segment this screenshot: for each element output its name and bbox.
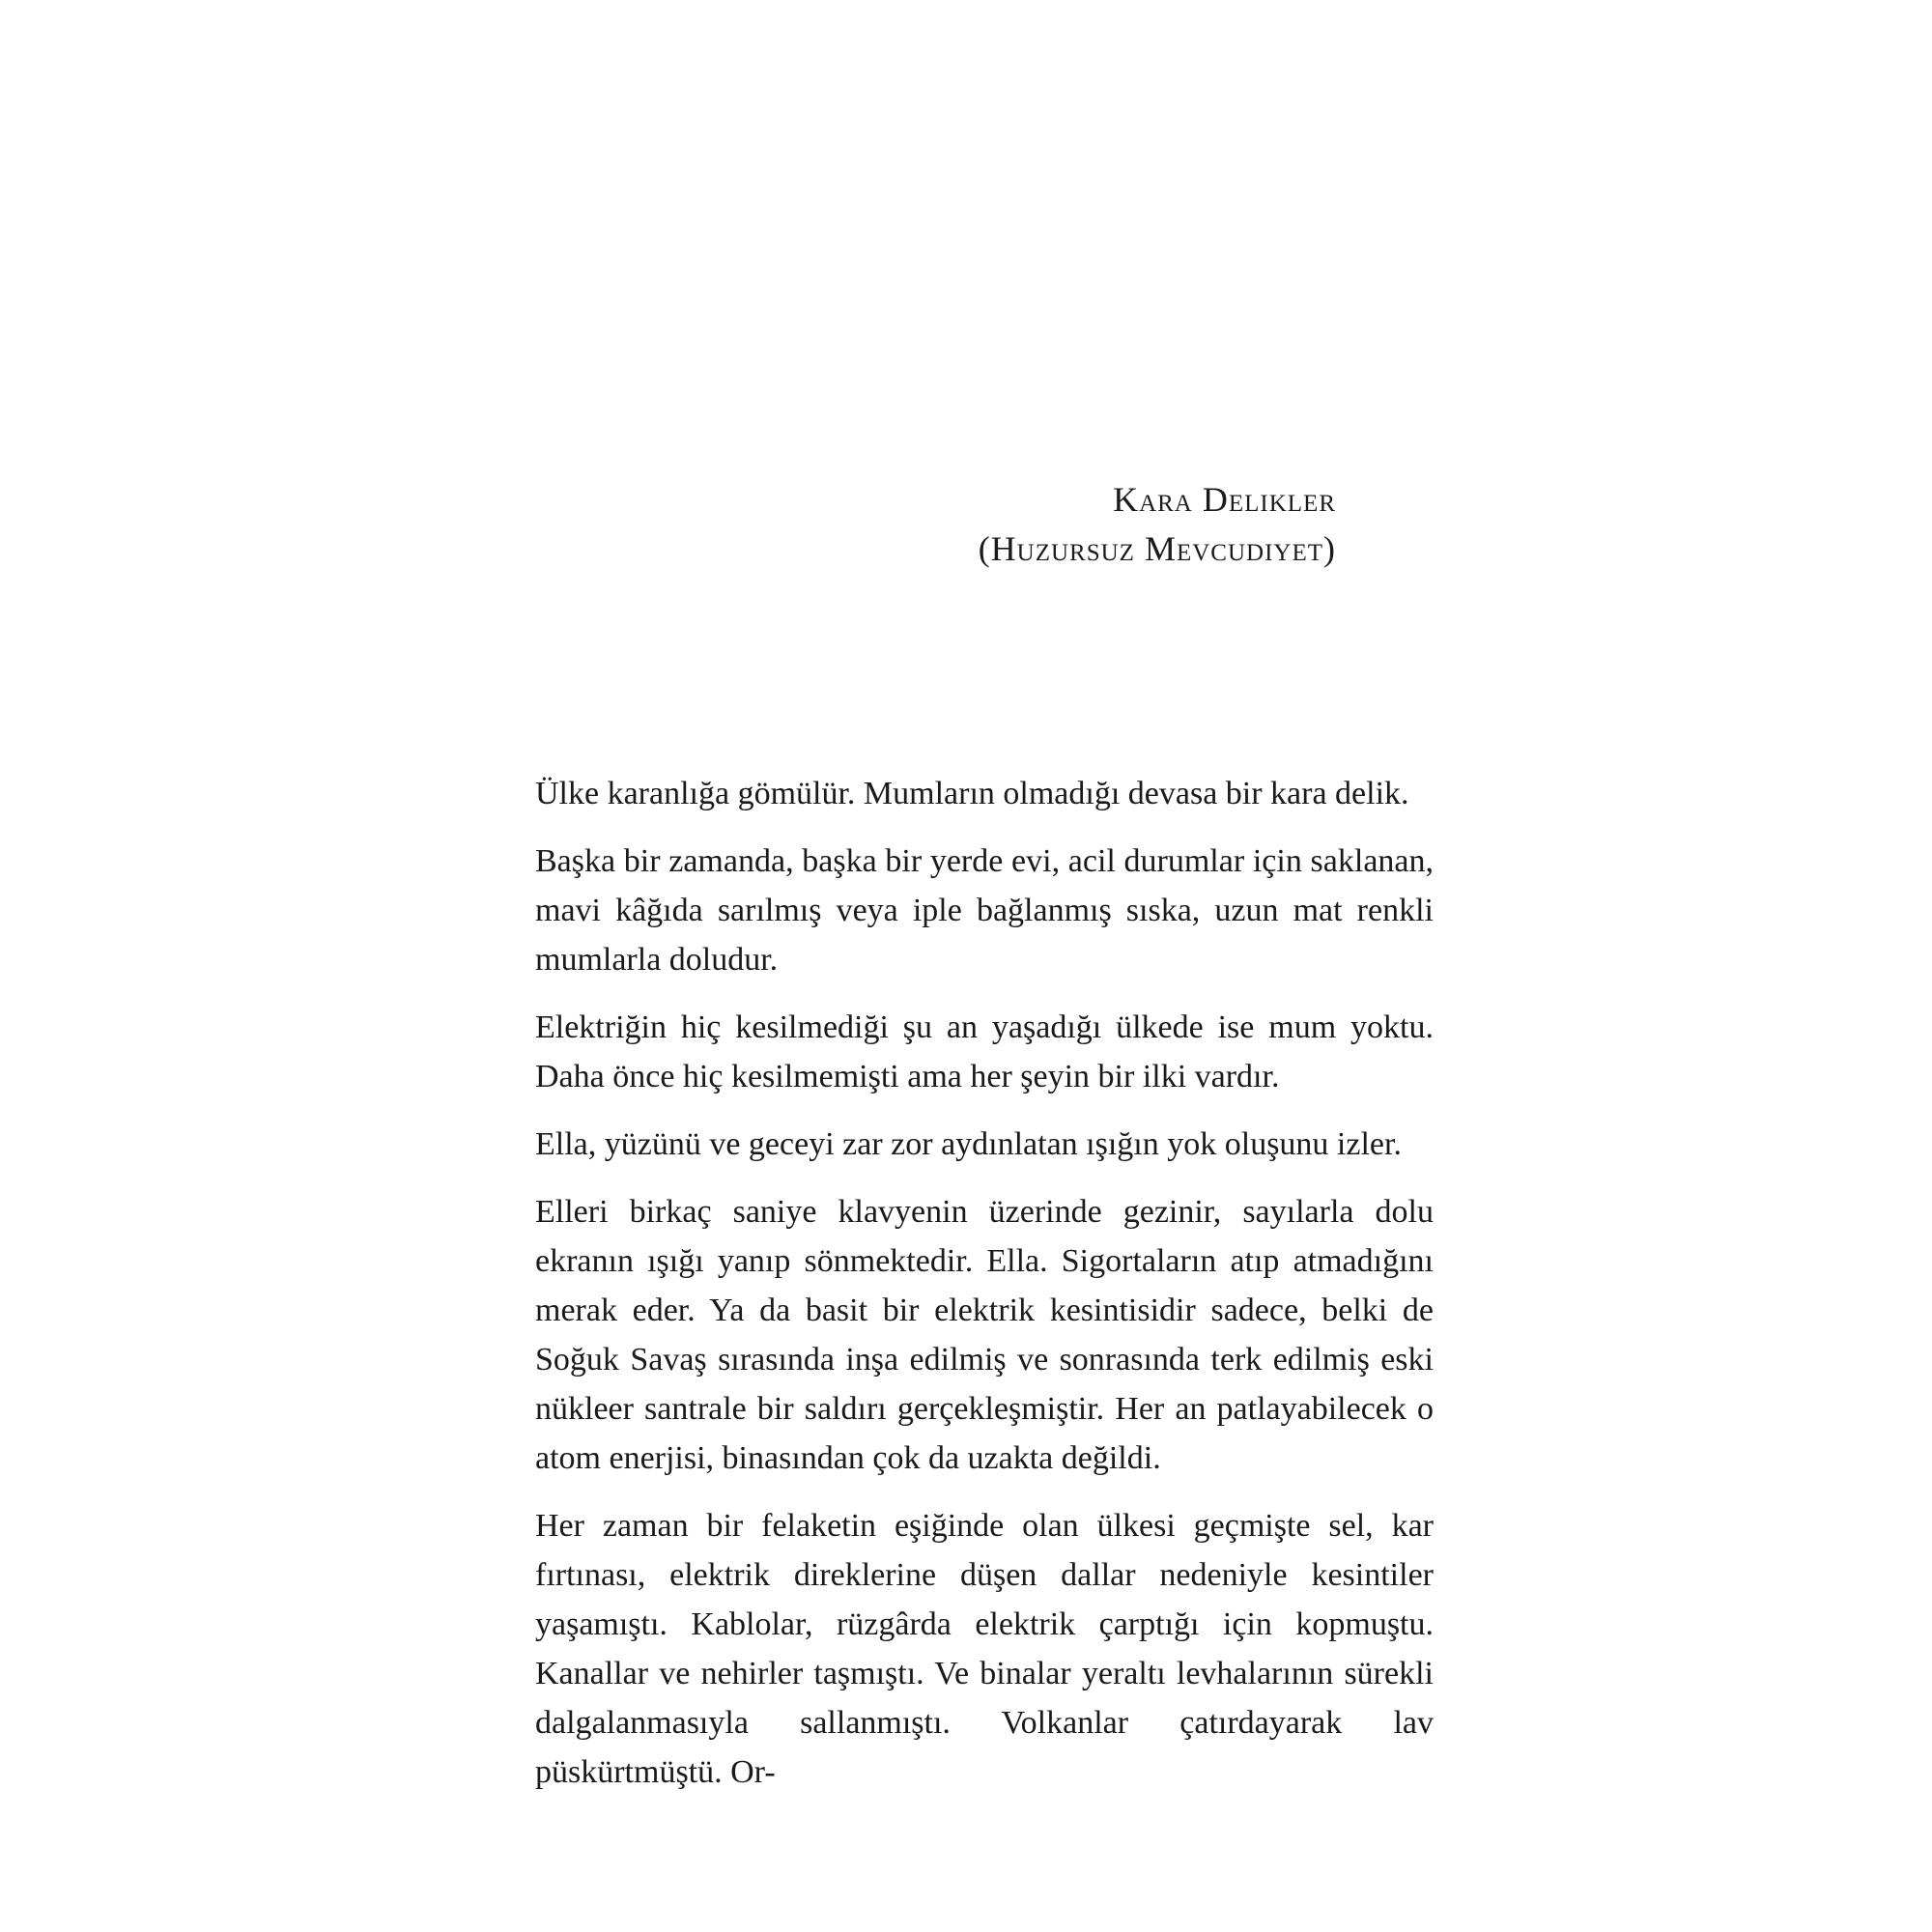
paragraph: Her zaman bir felaketin eşiğinde olan ülkesi geçmişte sel, kar fırtınası, elektrik direklerine düşen dallar nedeniyle kesintiler yaşamıştı. Kablolar, rüzgârda elektrik çarptığı için kopmuştu. Kanallar ve nehirler taşmıştı. Ve binalar yeraltı levhalarının sürekli dalgalanmasıyla sallanmıştı. Volkanlar çatırdayarak lav püskürtmüştü. Or- [535, 1508, 1434, 1790]
chapter-title: Kara Delikler [1113, 480, 1336, 519]
paragraph: Ülke karanlığa gömülür. Mumların olmadığı devasa bir kara delik. [535, 776, 1409, 811]
paragraph: Başka bir zamanda, başka bir yerde evi, acil durumlar için saklanan, mavi kâğıda sarılmış veya iple bağlanmış sıska, uzun mat renkli mumlarla doludur. [535, 843, 1434, 978]
paragraph: Elleri birkaç saniye klavyenin üzerinde gezinir, sayılarla dolu ekranın ışığı yanıp sönmektedir. Ella. Sigortaların atıp atmadığını merak eder. Ya da basit bir elektrik kesintisidir sadece, belki de Soğuk Savaş sırasında inşa edilmiş ve sonrasında terk edilmiş eski nükleer santrale bir saldırı gerçekleşmiştir. Her an patlayabilecek o atom enerjisi, binasından çok da uzakta değildi. [535, 1194, 1434, 1476]
chapter-heading [979, 475, 1336, 574]
chapter-subtitle: (Huzursuz Mevcudiyet) [978, 529, 1336, 568]
paragraph: Elektriğin hiç kesilmediği şu an yaşadığı ülkede ise mum yoktu. Daha önce hiç kesilmemişti ama her şeyin bir ilki vardır. [535, 1009, 1434, 1094]
body-text [535, 769, 1434, 1815]
paragraph: Ella, yüzünü ve geceyi zar zor aydınlatan ışığın yok oluşunu izler. [535, 1126, 1402, 1162]
